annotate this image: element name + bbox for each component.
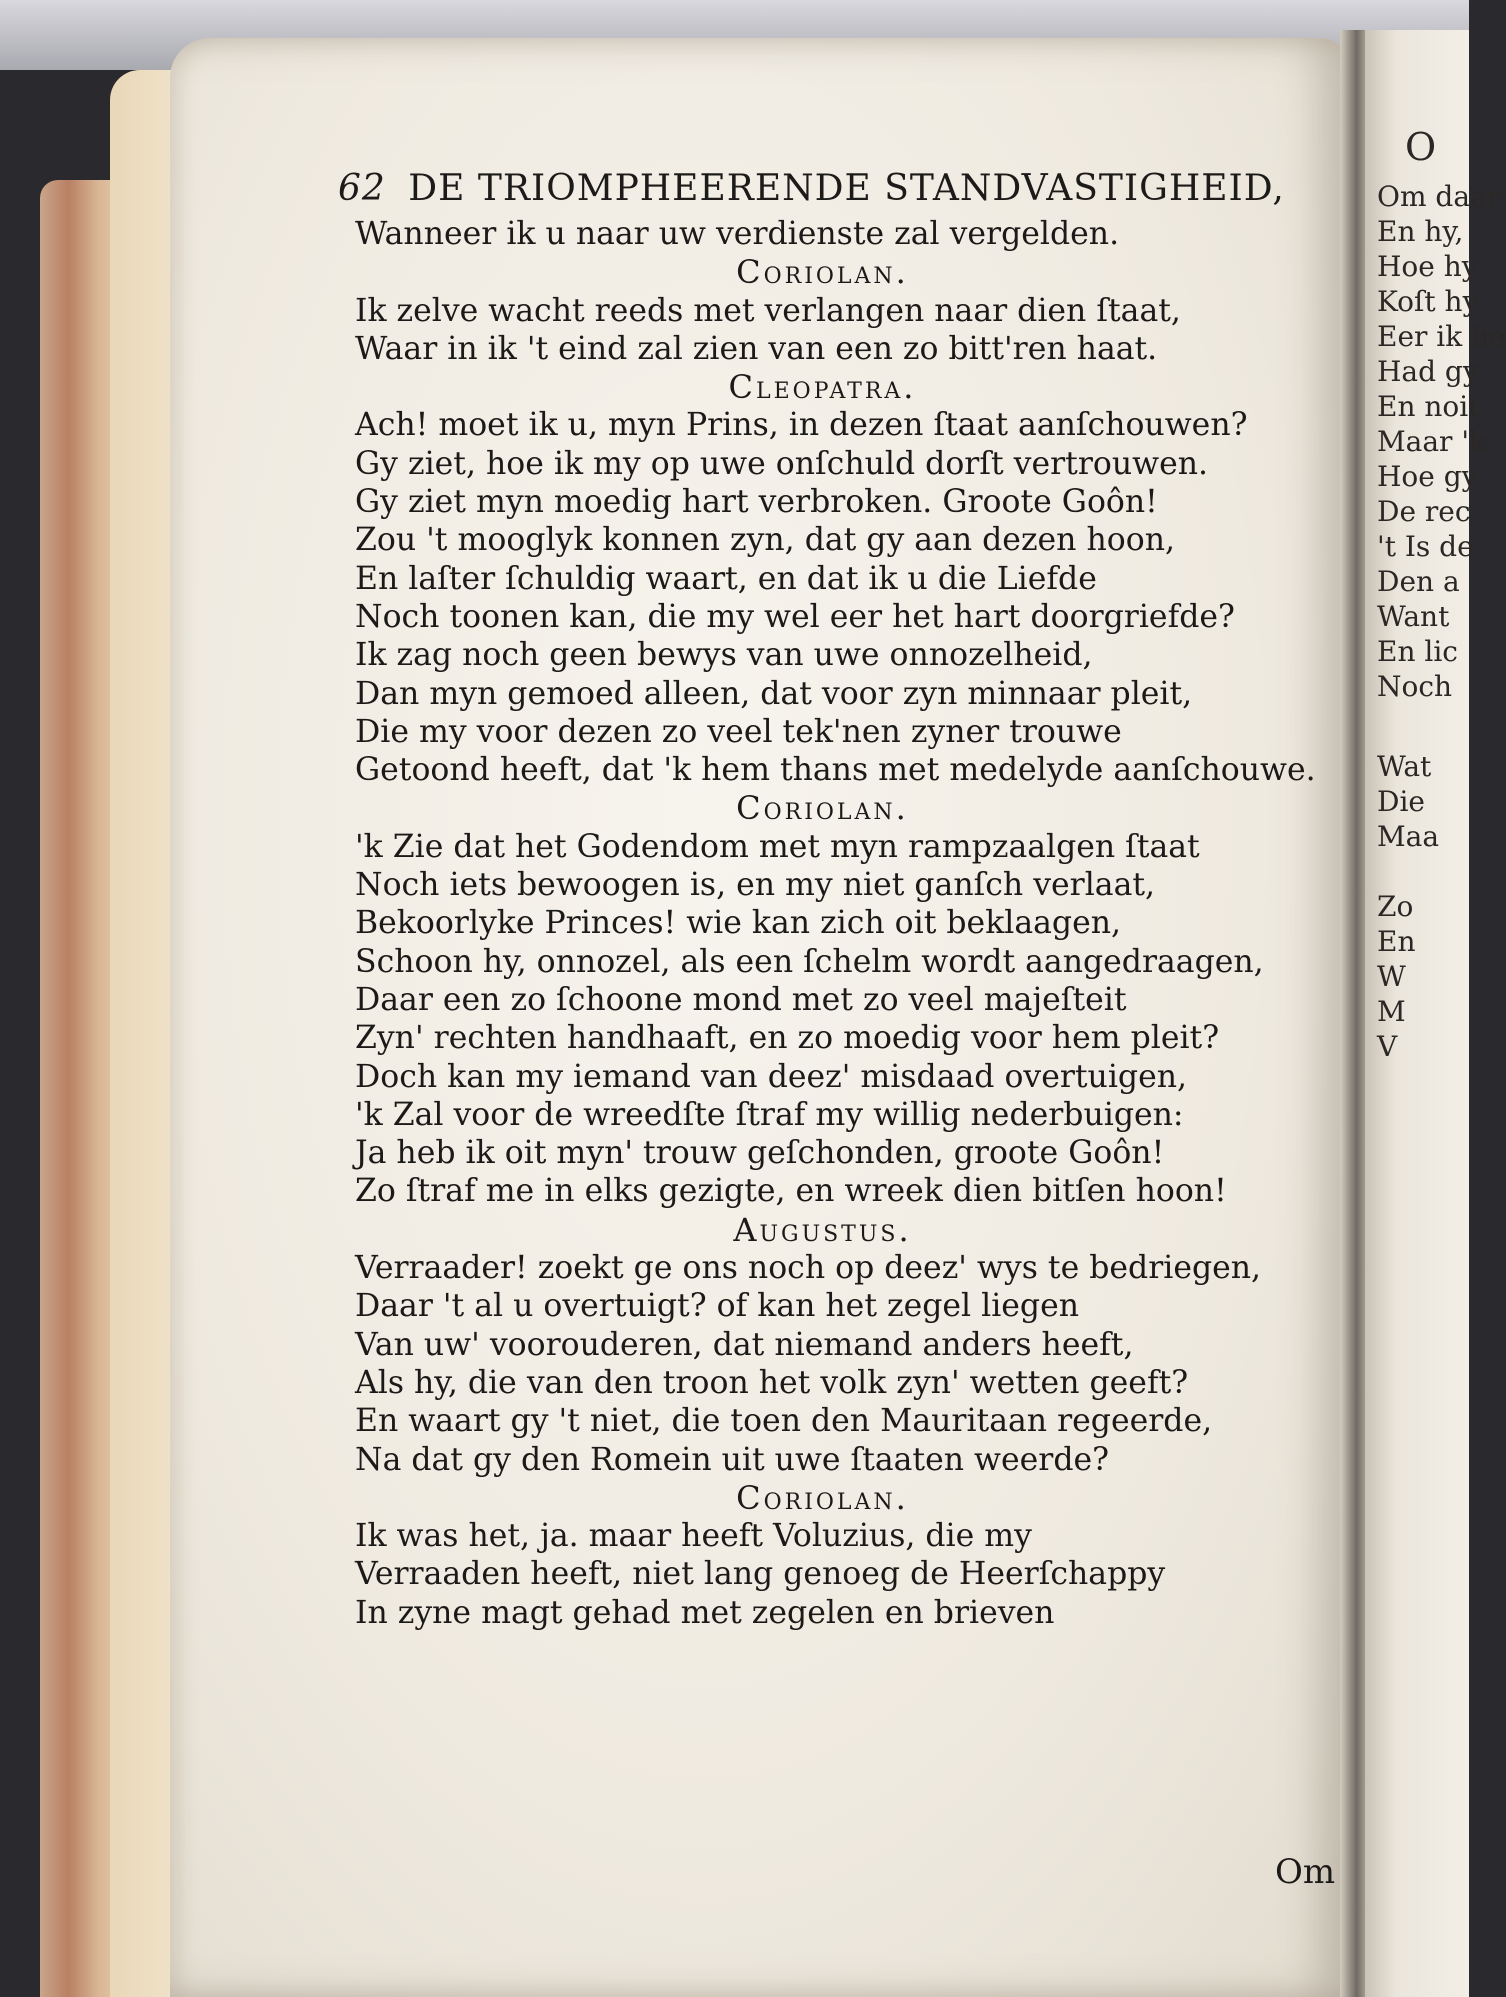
verse-line: Schoon hy, onnozel, als een ſchelm wordt aangedraagen, — [355, 943, 1264, 980]
verse-line: En laſter ſchuldig waart, en dat ik u die Liefde — [355, 560, 1097, 597]
facing-page-fragment: En lic — [1377, 635, 1458, 668]
verse-line: Daar een zo ſchoone mond met zo veel majeſteit — [355, 981, 1127, 1018]
verse-line: Zyn' rechten handhaaft, en zo moedig voor hem pleit? — [355, 1020, 1220, 1057]
verse-line: Noch toonen kan, die my wel eer het hart doorgriefde? — [355, 598, 1235, 635]
facing-page — [1365, 30, 1506, 1997]
facing-page-fragment: Die — [1377, 785, 1425, 818]
verse-line: In zyne magt gehad met zegelen en brieven — [355, 1594, 1055, 1631]
facing-page-fragment: Den a — [1377, 565, 1460, 598]
facing-page-fragment: Want — [1377, 600, 1450, 633]
catchword: Om — [1275, 1852, 1336, 1892]
verse-line: 'k Zie dat het Godendom met myn rampzaalgen ſtaat — [355, 828, 1200, 865]
speaker-heading: Coriolan. — [736, 253, 909, 292]
facing-page-fragment: Noch — [1377, 670, 1453, 703]
verse-line: Dan myn gemoed alleen, dat voor zyn minnaar pleit, — [355, 675, 1193, 712]
facing-page-fragment: Koſt hy — [1377, 285, 1479, 318]
speaker-heading: Coriolan. — [736, 789, 909, 828]
facing-page-fragment: Om daar — [1377, 180, 1501, 213]
speaker-heading: Cleopatra. — [728, 368, 917, 407]
verse-line: Na dat gy den Romein uit uwe ſtaaten weerde? — [355, 1441, 1110, 1478]
verse-line: Bekoorlyke Princes! wie kan zich oit beklaagen, — [355, 905, 1122, 942]
verse-line: Waar in ik 't eind zal zien van een zo bitt'ren haat. — [355, 330, 1158, 367]
verse-line: En waart gy 't niet, die toen den Mauritaan regeerde, — [355, 1403, 1213, 1440]
running-title: DE TRIOMPHEERENDE STANDVASTIGHEID, — [408, 168, 1285, 209]
facing-page-fragment: M — [1377, 995, 1406, 1028]
verse-line: Noch iets bewoogen is, en my niet ganſch verlaat, — [355, 867, 1156, 904]
running-head — [338, 168, 1328, 209]
page-number: 62 — [338, 168, 386, 209]
verse-line: Gy ziet myn moedig hart verbroken. Groote Goôn! — [355, 484, 1158, 521]
facing-page-fragment: Zo — [1377, 890, 1414, 923]
facing-page-fragment: En — [1377, 925, 1416, 958]
play-text — [355, 215, 1340, 1632]
verse-line: Daar 't al u overtuigt? of kan het zegel liegen — [355, 1288, 1080, 1325]
facing-page-fragment: 't Is de — [1377, 530, 1474, 563]
facing-page-fragment: O — [1405, 125, 1437, 169]
facing-page-fragment: W — [1377, 960, 1406, 993]
facing-page-fragment: V — [1377, 1030, 1398, 1063]
verse-line: Zou 't mooglyk konnen zyn, dat gy aan dezen hoon, — [355, 522, 1175, 559]
verse-line: Getoond heeft, dat 'k hem thans met medelyde aanſchouwe. — [355, 752, 1316, 789]
verse-line: Gy ziet, hoe ik my op uwe onſchuld dorſt vertrouwen. — [355, 445, 1209, 482]
verse-line: Verraader! zoekt ge ons noch op deez' wys te bedriegen, — [355, 1250, 1262, 1287]
facing-page-fragment: Had gy — [1377, 355, 1479, 388]
verse-line: Van uw' voorouderen, dat niemand anders heeft, — [355, 1326, 1134, 1363]
verse-line: Ik was het, ja. maar heeft Voluzius, die my — [355, 1518, 1032, 1555]
facing-page-fragment: De rec — [1377, 495, 1471, 528]
verse-line: Als hy, die van den troon het volk zyn' wetten geeft? — [355, 1364, 1189, 1401]
facing-page-fragment: Wat — [1377, 750, 1432, 783]
verse-line: Ik zelve wacht reeds met verlangen naar dien ſtaat, — [355, 292, 1181, 329]
facing-page-fragment: Hoe gy — [1377, 460, 1478, 493]
facing-page-fragment: En noit — [1377, 390, 1480, 423]
facing-page-fragment: Maa — [1377, 820, 1440, 853]
verse-line: Ik zag noch geen bewys van uwe onnozelheid, — [355, 637, 1093, 674]
speaker-heading: Coriolan. — [736, 1478, 909, 1517]
facing-page-fragment: Eer ik he — [1377, 320, 1506, 353]
facing-page-fragment: Maar 'k — [1377, 425, 1487, 458]
verse-line: Ach! moet ik u, myn Prins, in dezen ſtaat aanſchouwen? — [355, 407, 1248, 444]
verse-line: Wanneer ik u naar uw verdienste zal vergelden. — [355, 216, 1120, 252]
facing-page-fragment: En hy, — [1377, 215, 1464, 248]
verse-line: Ja heb ik oit myn' trouw geſchonden, groote Goôn! — [355, 1135, 1165, 1172]
verse-line: Doch kan my iemand van deez' misdaad overtuigen, — [355, 1058, 1188, 1095]
verse-line: 'k Zal voor de wreedſte ſtraf my willig nederbuigen: — [355, 1096, 1184, 1133]
verse-line: Zo ſtraf me in elks gezigte, en wreek dien bitſen hoon! — [355, 1173, 1227, 1210]
verse-line: Die my voor dezen zo veel tek'nen zyner trouwe — [355, 713, 1122, 750]
verse-line: Verraaden heeft, niet lang genoeg de Heerſchappy — [355, 1556, 1166, 1593]
facing-page-fragment: Hoe hy — [1377, 250, 1478, 283]
speaker-heading: Augustus. — [733, 1210, 912, 1249]
